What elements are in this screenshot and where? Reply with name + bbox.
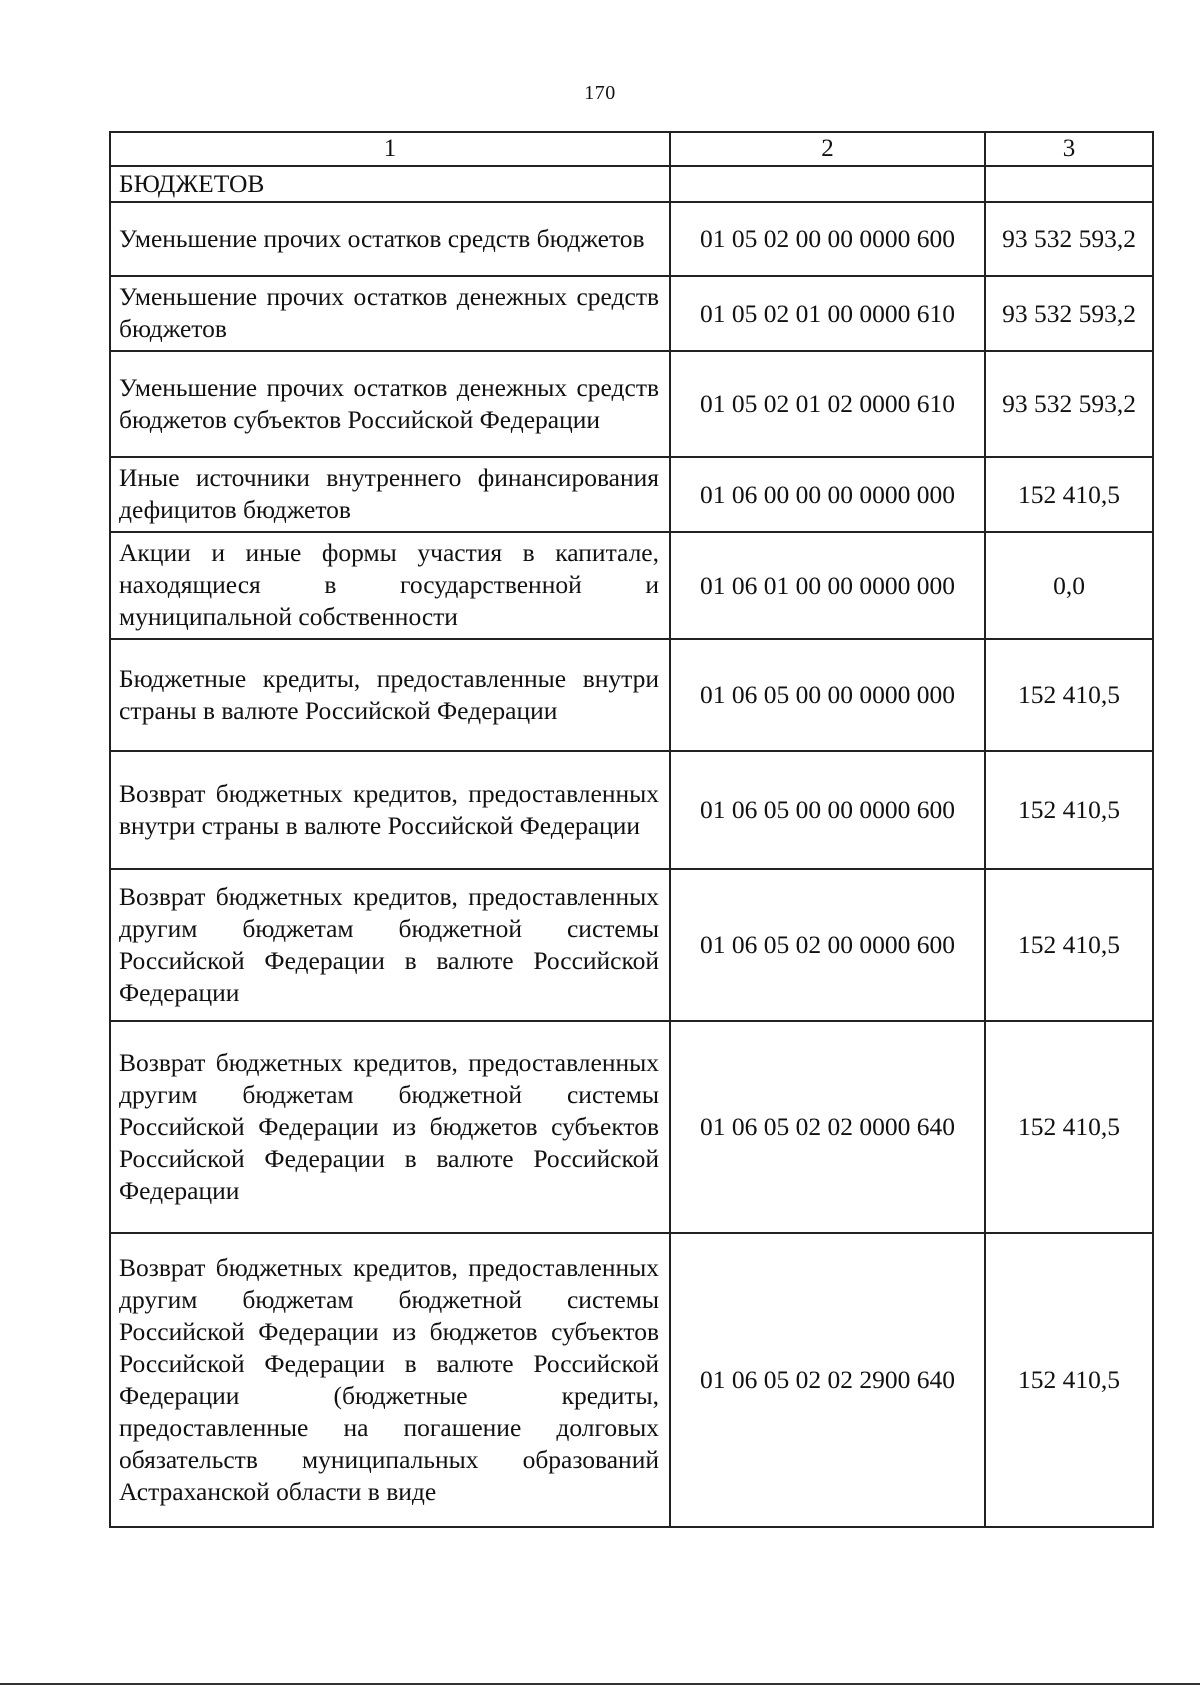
row-amount: 152 410,5	[985, 1021, 1153, 1233]
row-code: 01 05 02 01 02 0000 610	[670, 351, 985, 457]
row-description: Возврат бюджетных кредитов, предоставленных другим бюджетам бюджетной системы Российской Федерации из бюджетов субъектов Российской Федерации в валюте Российской Федерации	[110, 1021, 670, 1233]
row-code: 01 06 05 02 00 0000 600	[670, 869, 985, 1021]
row-description: Возврат бюджетных кредитов, предоставленных другим бюджетам бюджетной системы Российской Федерации из бюджетов субъектов Российской Федерации в валюте Российской Федерации (бюджетные кредиты, предоставленные на погашение долговых обязательств муниципальных образований Астраханской области в виде	[110, 1233, 670, 1527]
row-code: 01 05 02 01 00 0000 610	[670, 276, 985, 351]
table-row	[110, 457, 1153, 532]
table-row	[110, 869, 1153, 1021]
table-row	[110, 751, 1153, 869]
row-amount: 152 410,5	[985, 639, 1153, 751]
column-number-1: 1	[110, 132, 670, 166]
table-row	[110, 351, 1153, 457]
table-row	[110, 532, 1153, 639]
table-row	[110, 639, 1153, 751]
row-code: 01 06 05 00 00 0000 600	[670, 751, 985, 869]
row-amount: 93 532 593,2	[985, 276, 1153, 351]
row-code: 01 06 05 02 02 2900 640	[670, 1233, 985, 1527]
row-code: 01 05 02 00 00 0000 600	[670, 202, 985, 276]
row-description: Бюджетные кредиты, предоставленные внутри страны в валюте Российской Федерации	[110, 639, 670, 751]
column-number-3: 3	[985, 132, 1153, 166]
row-description: Уменьшение прочих остатков денежных средств бюджетов субъектов Российской Федерации	[110, 351, 670, 457]
table-row	[110, 1021, 1153, 1233]
row-description: Иные источники внутреннего финансирования дефицитов бюджетов	[110, 457, 670, 532]
table-row	[110, 1233, 1153, 1527]
row-amount: 152 410,5	[985, 1233, 1153, 1527]
bottom-rule	[0, 1683, 1200, 1685]
row-amount: 152 410,5	[985, 869, 1153, 1021]
table-header-row	[110, 132, 1153, 166]
table-row	[110, 276, 1153, 351]
row-description: БЮДЖЕТОВ	[110, 166, 670, 202]
row-amount: 152 410,5	[985, 751, 1153, 869]
row-amount: 93 532 593,2	[985, 202, 1153, 276]
table-row	[110, 166, 1153, 202]
row-amount	[985, 166, 1153, 202]
row-amount: 93 532 593,2	[985, 351, 1153, 457]
row-amount: 152 410,5	[985, 457, 1153, 532]
row-description: Уменьшение прочих остатков средств бюджетов	[110, 202, 670, 276]
row-code: 01 06 01 00 00 0000 000	[670, 532, 985, 639]
row-code: 01 06 05 00 00 0000 000	[670, 639, 985, 751]
budget-sources-table	[109, 131, 1154, 1528]
row-code	[670, 166, 985, 202]
row-description: Уменьшение прочих остатков денежных средств бюджетов	[110, 276, 670, 351]
row-description: Возврат бюджетных кредитов, предоставленных внутри страны в валюте Российской Федерации	[110, 751, 670, 869]
row-amount: 0,0	[985, 532, 1153, 639]
column-number-2: 2	[670, 132, 985, 166]
row-code: 01 06 00 00 00 0000 000	[670, 457, 985, 532]
row-description: Акции и иные формы участия в капитале, находящиеся в государственной и муниципальной собственности	[110, 532, 670, 639]
row-description: Возврат бюджетных кредитов, предоставленных другим бюджетам бюджетной системы Российской Федерации в валюте Российской Федерации	[110, 869, 670, 1021]
row-code: 01 06 05 02 02 0000 640	[670, 1021, 985, 1233]
page-number: 170	[584, 82, 616, 104]
table-row	[110, 202, 1153, 276]
